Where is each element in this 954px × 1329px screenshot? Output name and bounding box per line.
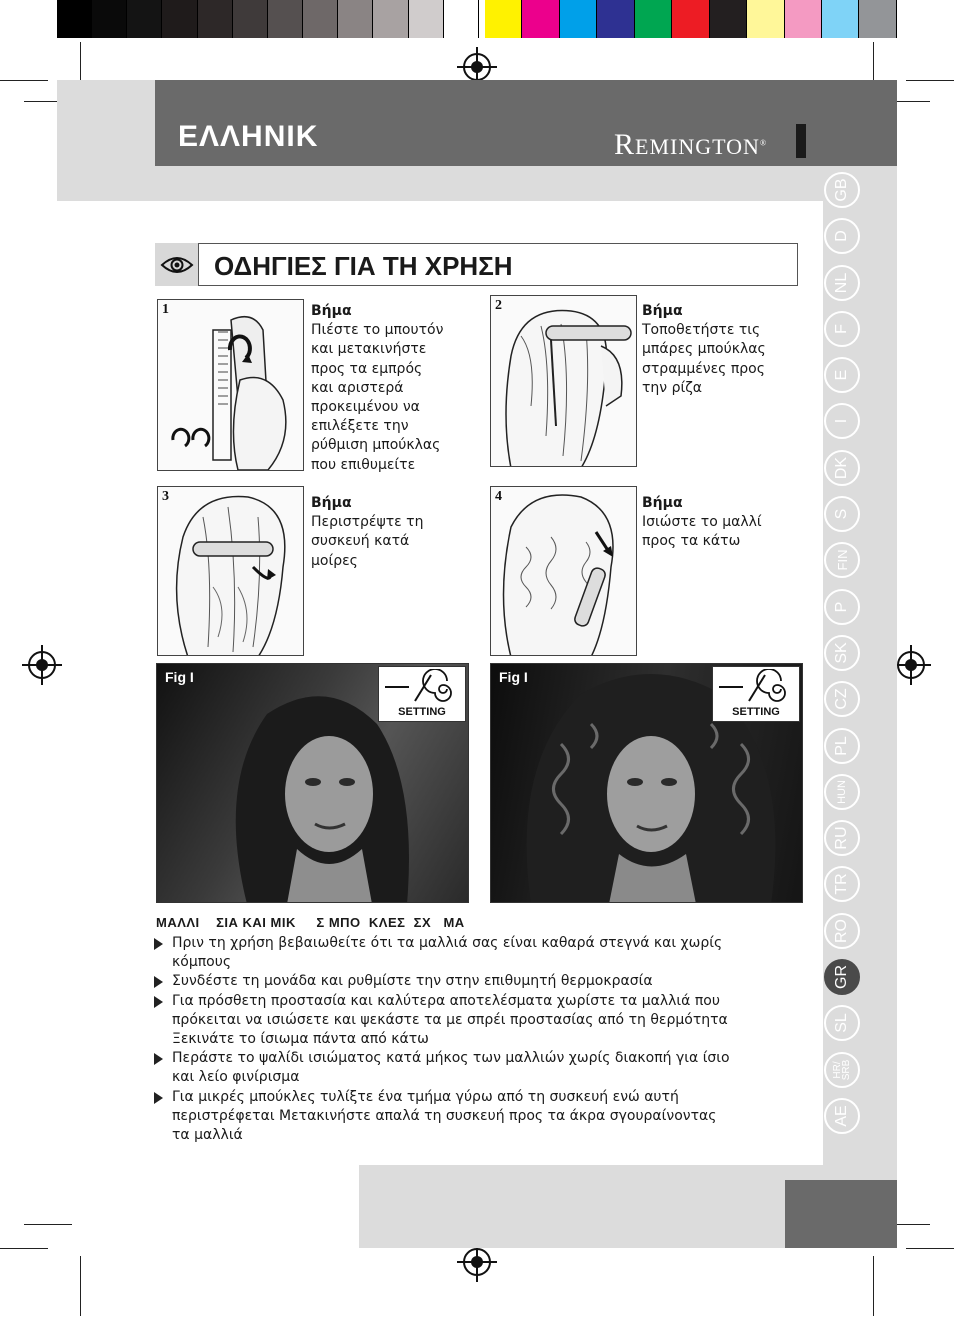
instructions-heading: ΜΑΛΛΙ ΣΙΑ ΚΑΙ ΜΙΚ Σ ΜΠΟ ΚΛΕΣ ΣΧ ΜΑ xyxy=(156,915,465,930)
grey-swatch xyxy=(198,0,233,38)
tab-p[interactable]: P xyxy=(824,589,860,625)
setting-label: SETTING xyxy=(732,706,780,718)
bullet-arrow-icon xyxy=(154,938,163,950)
tab-ae[interactable]: AE xyxy=(824,1098,860,1134)
step-number: 4 xyxy=(495,489,502,504)
grey-swatch xyxy=(303,0,338,38)
tab-hun[interactable]: HUN xyxy=(824,774,860,810)
step-3-illustration xyxy=(157,486,304,656)
color-swatch xyxy=(747,0,784,38)
step-3-text: Βήμα Περιστρέψτε τη συσκευή κατά μοίρες xyxy=(311,495,424,569)
eye-icon xyxy=(155,243,199,286)
tab-i[interactable]: I xyxy=(824,403,860,439)
crop-mark xyxy=(80,1256,81,1316)
color-swatch xyxy=(710,0,747,38)
straight-curl-setting-icon xyxy=(713,669,799,709)
color-swatch xyxy=(672,0,709,38)
grey-swatch xyxy=(57,0,92,38)
step-2-text: Βήμα Τοποθετήστε τις μπάρες μπούκλας στραμμένες προς την ρίζα xyxy=(642,303,766,396)
tab-dk[interactable]: DK xyxy=(824,450,860,486)
grey-swatch xyxy=(373,0,408,38)
step-1-illustration xyxy=(157,299,304,471)
crop-mark xyxy=(0,1248,48,1249)
crop-mark xyxy=(873,42,874,84)
tab-gr[interactable]: GR xyxy=(824,959,860,995)
tab-f[interactable]: F xyxy=(824,311,860,347)
brand-bar xyxy=(796,124,806,158)
list-item: Για πρόσθετη προστασία και καλύτερα αποτελέσματα χωρίστε τα μαλλιά που πρόκειται να ισιώσετε και ψεκάστε τα με σπρέι προστασίας από τη θερμότητα Ξεκινάτε το ίσιωμα πάντα από κάτω xyxy=(154,992,794,1050)
step-2-illustration xyxy=(490,295,637,467)
step-4-illustration xyxy=(490,486,637,656)
tab-cz[interactable]: CZ xyxy=(824,681,860,717)
bullet-arrow-icon xyxy=(154,996,163,1008)
section-title: ΟΔΗΓΙΕΣ ΓΙΑ ΤΗ ΧΡΗΣΗ xyxy=(214,251,513,281)
tab-fin[interactable]: FIN xyxy=(824,542,860,578)
step-1-text: Βήμα Πιέστε το μπουτόν και μετακινήστε προς τα εμπρός και αριστερά προκειμένου να επιλέξετε την ρύθμιση μπούκλας που επιθυμείτε xyxy=(311,303,444,473)
tab-pl[interactable]: PL xyxy=(824,728,860,764)
color-swatch xyxy=(522,0,559,38)
page-number-block xyxy=(785,1180,897,1248)
figure-1-photo xyxy=(156,663,469,903)
setting-badge xyxy=(378,666,466,722)
language-tabs xyxy=(824,172,864,1144)
registration-mark-icon xyxy=(463,1248,491,1276)
tab-sk[interactable]: SK xyxy=(824,635,860,671)
crop-mark xyxy=(906,1248,954,1249)
color-swatch xyxy=(785,0,822,38)
figure-2-photo xyxy=(490,663,803,903)
tab-tr[interactable]: TR xyxy=(824,866,860,902)
crop-mark xyxy=(0,80,48,81)
list-item: Περάστε το ψαλίδι ισιώματος κατά μήκος των μαλλιών χωρίς διακοπή για ίσιο και λείο φινίρισμα xyxy=(154,1049,794,1087)
tab-gb[interactable]: GB xyxy=(824,172,860,208)
straight-curl-setting-icon xyxy=(379,669,465,709)
registration-mark-icon xyxy=(897,651,925,679)
step-number: 1 xyxy=(162,302,169,317)
tab-hr-srb[interactable]: HR/ SRB xyxy=(824,1052,860,1088)
registration-mark-icon xyxy=(28,651,56,679)
instructions-list xyxy=(154,934,794,1145)
step-4-text: Βήμα Ισιώστε το μαλλί προς τα κάτω xyxy=(642,495,762,550)
tab-ru[interactable]: RU xyxy=(824,820,860,856)
step-number: 3 xyxy=(162,489,169,504)
crop-mark xyxy=(24,1224,72,1225)
crop-mark xyxy=(873,1256,874,1316)
grey-swatch xyxy=(268,0,303,38)
grey-swatch xyxy=(444,0,479,38)
figure-label: Fig I xyxy=(165,669,194,685)
grey-swatch xyxy=(233,0,268,38)
brand-logo: REMINGTON® xyxy=(614,128,768,161)
list-item: Για μικρές μπούκλες τυλίξτε ένα τμήμα γύρω από τη συσκευή ενώ αυτή περιστρέφεται Μετακινήστε απαλά τη συσκευή προς τα άκρα σγουραίνοντας τα μαλλιά xyxy=(154,1088,794,1146)
crop-mark xyxy=(906,80,954,81)
language-title: ΕΛΛΗΝΙΚ xyxy=(178,120,319,153)
color-swatch xyxy=(485,0,522,38)
tab-sl[interactable]: SL xyxy=(824,1005,860,1041)
color-swatch xyxy=(560,0,597,38)
setting-label: SETTING xyxy=(398,706,446,718)
grey-swatch xyxy=(92,0,127,38)
color-swatch xyxy=(859,0,896,38)
tab-ro[interactable]: RO xyxy=(824,913,860,949)
setting-badge xyxy=(712,666,800,722)
registration-mark-icon xyxy=(463,53,491,81)
tab-e[interactable]: E xyxy=(824,357,860,393)
color-swatch xyxy=(822,0,859,38)
grey-swatch xyxy=(162,0,197,38)
grey-swatch xyxy=(409,0,444,38)
grey-swatch xyxy=(127,0,162,38)
bullet-arrow-icon xyxy=(154,976,163,988)
bullet-arrow-icon xyxy=(154,1092,163,1104)
grey-swatch xyxy=(338,0,373,38)
tab-d[interactable]: D xyxy=(824,218,860,254)
list-item: Συνδέστε τη μονάδα και ρυθμίστε την στην επιθυμητή θερμοκρασία xyxy=(154,972,794,991)
step-number: 2 xyxy=(495,298,502,313)
color-swatch xyxy=(635,0,672,38)
crop-mark xyxy=(80,42,81,84)
figure-label: Fig I xyxy=(499,669,528,685)
tab-s[interactable]: S xyxy=(824,496,860,532)
print-color-bar xyxy=(57,0,897,38)
list-item: Πριν τη χρήση βεβαιωθείτε ότι τα μαλλιά σας είναι καθαρά στεγνά και χωρίς κόμπους xyxy=(154,934,794,972)
tab-nl[interactable]: NL xyxy=(824,265,860,301)
bullet-arrow-icon xyxy=(154,1053,163,1065)
color-swatch xyxy=(597,0,634,38)
